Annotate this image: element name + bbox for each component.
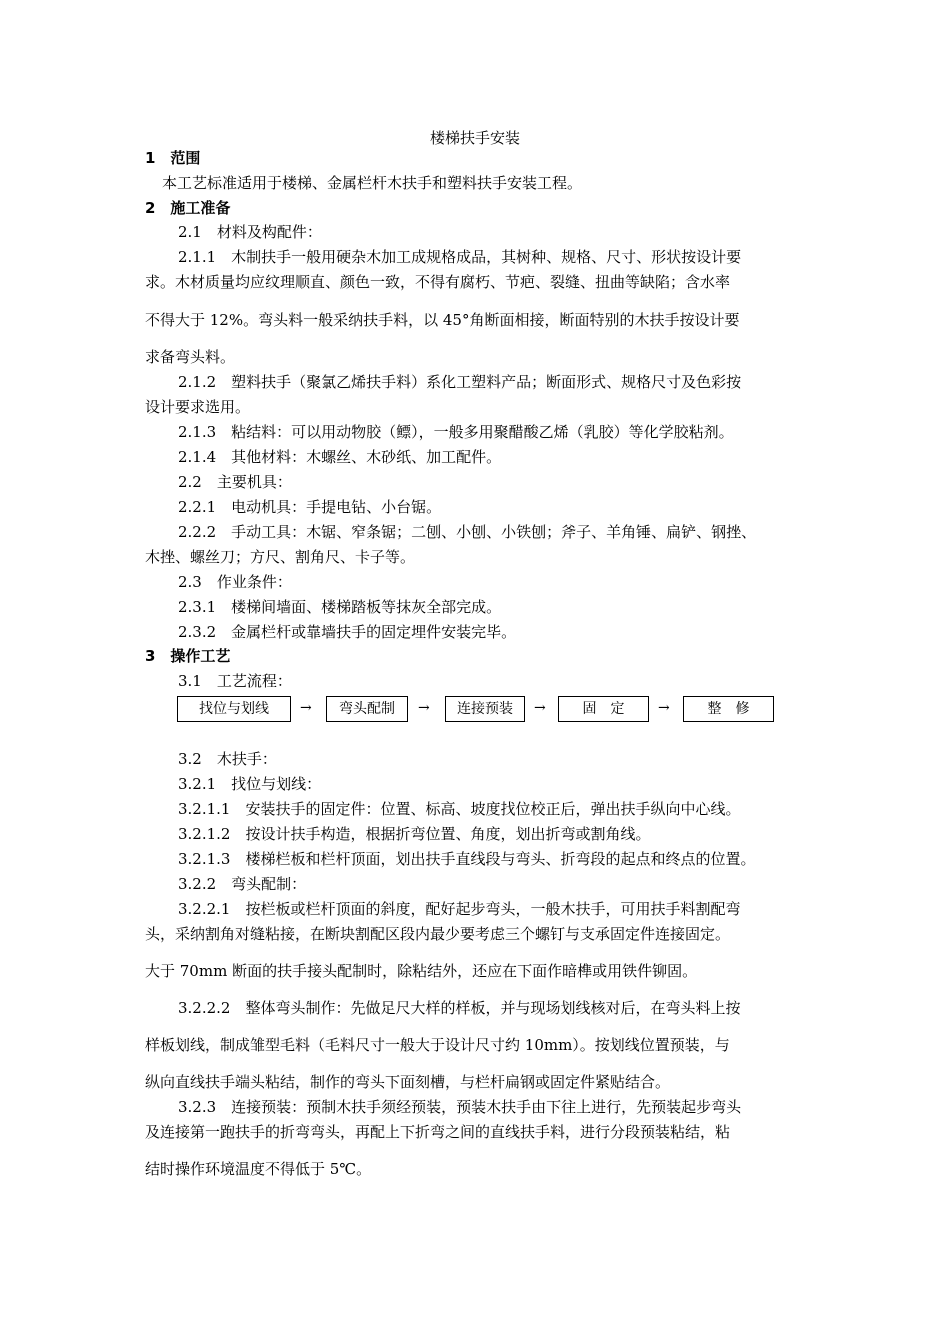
paragraph-3-2-2-1-line2: 头，采纳割角对缝粘接，在断块割配区段内最少要考虑三个螺钉与支承固定件连接固定。 — [145, 925, 731, 943]
paragraph-2-1-3: 2.1.3 粘结料：可以用动物胶（鳔），一般多用聚醋酸乙烯（乳胶）等化学胶粘剂。 — [178, 423, 734, 441]
paragraph-2-1-2-line2: 设计要求选用。 — [145, 398, 251, 416]
paragraph-2-3-1: 2.3.1 楼梯间墙面、楼梯踏板等抹灰全部完成。 — [178, 598, 502, 616]
page-title: 楼梯扶手安装 — [429, 129, 520, 147]
paragraph-2-1-4: 2.1.4 其他材料：木螺丝、木砂纸、加工配件。 — [178, 448, 502, 466]
flow-arrow-2: → — [418, 700, 430, 716]
section-2-heading: 2 施工准备 — [145, 199, 231, 217]
paragraph-2-1-1-line4: 求备弯头料。 — [145, 348, 236, 366]
paragraph-2-1-1-line1: 2.1.1 木制扶手一般用硬杂木加工成规格成品，其树种、规格、尺寸、形状按设计要 — [178, 248, 742, 266]
section-1-heading: 1 范围 — [145, 149, 201, 167]
paragraph-2-1-1-line2: 求。木材质量均应纹理顺直、颜色一致，不得有腐朽、节疤、裂缝、扭曲等缺陷；含水率 — [145, 273, 731, 291]
flow-step-1: 找位与划线 — [177, 696, 291, 722]
paragraph-3-2-3-line2: 及连接第一跑扶手的折弯弯头，再配上下折弯之间的直线扶手料，进行分段预装粘结，粘 — [145, 1123, 731, 1141]
paragraph-2-2: 2.2 主要机具： — [178, 473, 292, 491]
paragraph-3-2-1-1: 3.2.1.1 安装扶手的固定件：位置、标高、坡度找位校正后，弹出扶手纵向中心线。 — [178, 800, 741, 818]
paragraph-3-2-1-3: 3.2.1.3 楼梯栏板和栏杆顶面，划出扶手直线段与弯头、折弯段的起点和终点的位置。 — [178, 850, 756, 868]
paragraph-2-3: 2.3 作业条件： — [178, 573, 292, 591]
paragraph-3-2-2-1-line1: 3.2.2.1 按栏板或栏杆顶面的斜度，配好起步弯头，一般木扶手，可用扶手料割配弯 — [178, 900, 741, 918]
paragraph-3-2-2-2-line2: 样板划线，制成雏型毛料（毛料尺寸一般大于设计尺寸约 10mm）。按划线位置预装，与 — [145, 1036, 730, 1054]
flow-step-3: 连接预装 — [445, 696, 525, 722]
paragraph-3-2-2-2-line3: 纵向直线扶手端头粘结，制作的弯头下面刻槽，与栏杆扁钢或固定件紧贴结合。 — [145, 1073, 671, 1091]
flow-arrow-4: → — [658, 700, 670, 716]
paragraph-2-1-1-line3: 不得大于 12%。弯头料一般采纳扶手料，以 45°角断面相接，断面特别的木扶手按设计要 — [145, 311, 740, 329]
paragraph-3-2-1: 3.2.1 找位与划线： — [178, 775, 322, 793]
paragraph-2-1-2-line1: 2.1.2 塑料扶手（聚氯乙烯扶手料）系化工塑料产品；断面形式、规格尺寸及色彩按 — [178, 373, 742, 391]
paragraph-2-1: 2.1 材料及构配件： — [178, 223, 322, 241]
paragraph-3-2-3-line3: 结时操作环境温度不得低于 5℃。 — [145, 1160, 372, 1178]
section-3-heading: 3 操作工艺 — [145, 647, 231, 665]
paragraph-3-1: 3.1 工艺流程： — [178, 672, 292, 690]
paragraph-2-3-2: 2.3.2 金属栏杆或靠墙扶手的固定埋件安装完毕。 — [178, 623, 517, 641]
paragraph-3-2-2-1-line3: 大于 70mm 断面的扶手接头配制时，除粘结外，还应在下面作暗榫或用铁件铆固。 — [145, 962, 698, 980]
flow-arrow-1: → — [300, 700, 312, 716]
paragraph-3-2-3-line1: 3.2.3 连接预装：预制木扶手须经预装，预装木扶手由下往上进行，先预装起步弯头 — [178, 1098, 742, 1116]
section-1-body: 本工艺标准适用于楼梯、金属栏杆木扶手和塑料扶手安装工程。 — [162, 174, 583, 192]
flow-step-2: 弯头配制 — [326, 696, 408, 722]
paragraph-2-2-2-line2: 木挫、螺丝刀；方尺、割角尺、卡子等。 — [145, 548, 416, 566]
flow-arrow-3: → — [534, 700, 546, 716]
paragraph-3-2: 3.2 木扶手： — [178, 750, 277, 768]
flow-step-5: 整 修 — [683, 696, 774, 722]
paragraph-3-2-2: 3.2.2 弯头配制： — [178, 875, 307, 893]
paragraph-3-2-1-2: 3.2.1.2 按设计扶手构造，根据折弯位置、角度，划出折弯或割角线。 — [178, 825, 651, 843]
flow-step-4: 固 定 — [558, 696, 649, 722]
paragraph-2-2-2-line1: 2.2.2 手动工具：木锯、窄条锯；二刨、小刨、小铁刨；斧子、羊角锤、扁铲、钢挫、 — [178, 523, 757, 541]
paragraph-2-2-1: 2.2.1 电动机具：手提电钻、小台锯。 — [178, 498, 442, 516]
paragraph-3-2-2-2-line1: 3.2.2.2 整体弯头制作：先做足尺大样的样板，并与现场划线核对后，在弯头料上按 — [178, 999, 741, 1017]
